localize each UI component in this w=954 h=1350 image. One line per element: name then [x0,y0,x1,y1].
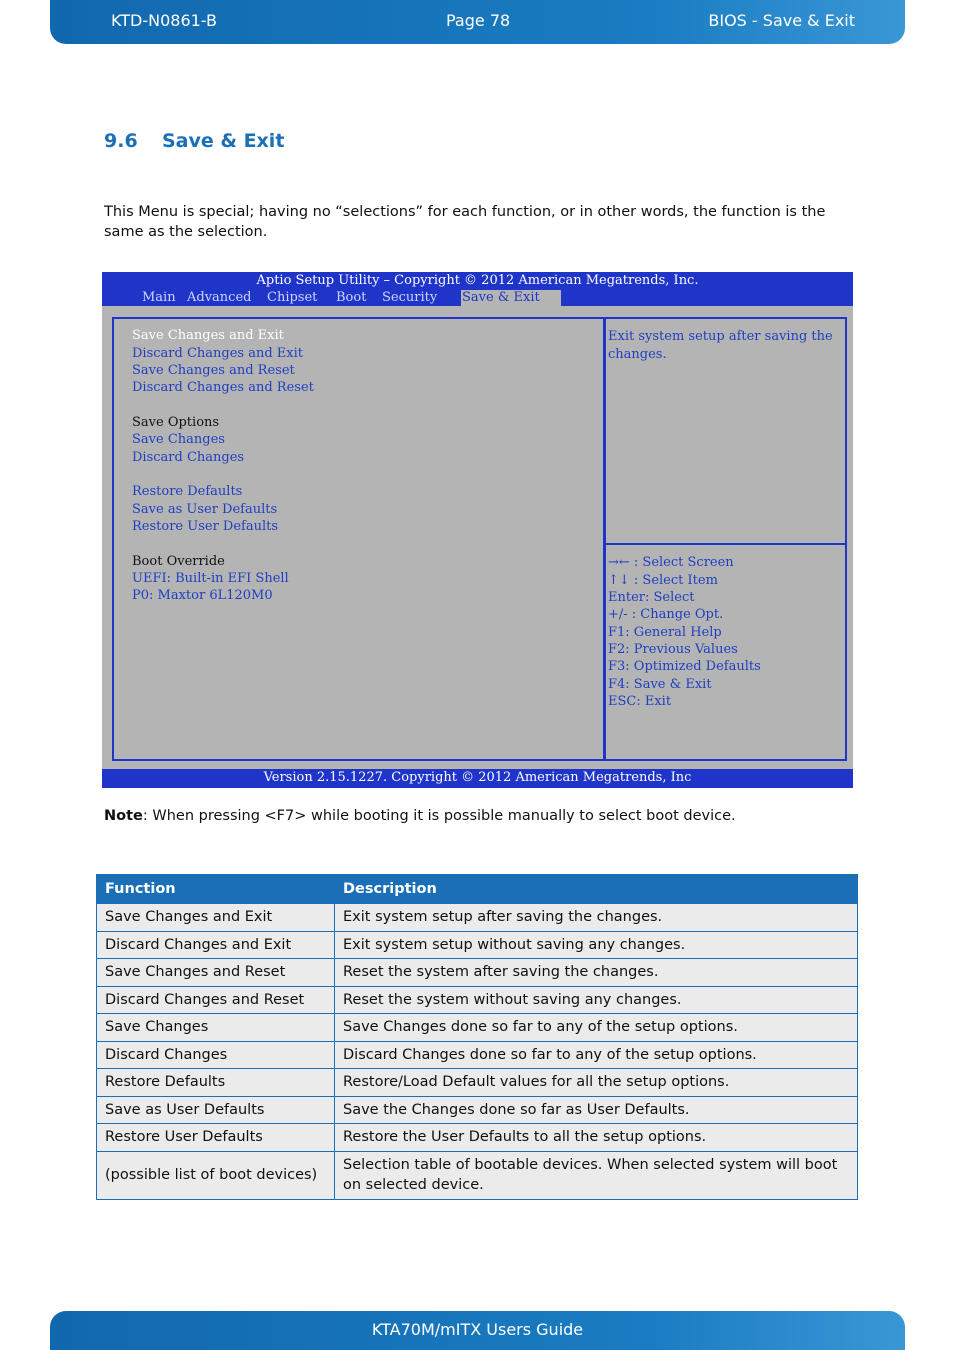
table-header-description: Description [335,875,858,904]
chapter-title: BIOS - Save & Exit [708,11,855,30]
table-header-function: Function [97,875,335,904]
function-table [96,874,858,1200]
bios-help-text: Exit system setup after saving the changes. [608,329,833,362]
table-row [97,1014,858,1042]
intro-paragraph: This Menu is special; having no “selections” for each function, or in other words, the function is the same as the selection. [104,204,826,240]
bios-item-save-changes[interactable]: Save Changes [132,432,225,447]
table-row [97,986,858,1014]
bios-help-panel [604,317,847,545]
table-cell-description: Restore the User Defaults to all the setup options. [335,1124,858,1152]
note-text: : When pressing <F7> while booting it is possible manually to select boot device. [142,808,736,824]
section-heading [104,130,284,152]
table-cell-description: Save Changes done so far to any of the setup options. [335,1014,858,1042]
bios-tab-boot[interactable]: Boot [336,290,367,305]
page-footer [50,1311,905,1350]
table-row [97,904,858,932]
bios-key-enter: Enter: Select [608,590,695,605]
table-row [97,1069,858,1097]
table-cell-function: Discard Changes [97,1041,335,1069]
bios-tab-chipset[interactable]: Chipset [267,290,318,305]
table-row [97,931,858,959]
bios-screenshot [102,272,853,788]
bios-key-select-screen: →← : Select Screen [608,555,734,570]
table-cell-description: Discard Changes done so far to any of the setup options. [335,1041,858,1069]
bios-item-discard-changes[interactable]: Discard Changes [132,450,245,465]
bios-tabs [102,290,853,306]
table-row [97,959,858,987]
table-cell-function: Restore Defaults [97,1069,335,1097]
bios-item-save-changes-and-exit[interactable]: Save Changes and Exit [132,328,284,343]
bios-item-discard-changes-and-reset[interactable]: Discard Changes and Reset [132,380,314,395]
bios-item-uefi-shell[interactable]: UEFI: Built-in EFI Shell [132,571,289,586]
bios-item-restore-defaults[interactable]: Restore Defaults [132,484,243,499]
bios-key-f3: F3: Optimized Defaults [608,659,761,674]
note-paragraph [104,808,736,824]
table-cell-function: Restore User Defaults [97,1124,335,1152]
table-cell-description: Exit system setup without saving any changes. [335,931,858,959]
table-cell-function: Save Changes and Reset [97,959,335,987]
bios-menu-panel [112,317,605,761]
note-label: Note [104,808,143,824]
table-row [97,1096,858,1124]
footer-title: KTA70M/mITX Users Guide [371,1320,584,1339]
section-number: 9.6 [104,130,138,152]
bios-item-save-user-defaults[interactable]: Save as User Defaults [132,502,278,517]
bios-tab-security[interactable]: Security [382,290,438,305]
table-row [97,1124,858,1152]
bios-tab-save-exit[interactable]: Save & Exit [461,290,561,306]
table-cell-description: Reset the system without saving any changes. [335,986,858,1014]
table-header-row [97,875,858,904]
bios-item-boot-device[interactable]: P0: Maxtor 6L120M0 [132,588,273,603]
bios-key-f4: F4: Save & Exit [608,677,712,692]
table-row [97,1151,858,1199]
page-header [50,0,905,44]
table-cell-description: Restore/Load Default values for all the setup options. [335,1069,858,1097]
bios-item-discard-changes-and-exit[interactable]: Discard Changes and Exit [132,346,303,361]
table-cell-function: Discard Changes and Exit [97,931,335,959]
bios-item-save-changes-and-reset[interactable]: Save Changes and Reset [132,363,295,378]
bios-key-f2: F2: Previous Values [608,642,738,657]
table-cell-function: (possible list of boot devices) [97,1151,335,1199]
bios-tab-advanced[interactable]: Advanced [187,290,252,305]
table-cell-description: Reset the system after saving the changes. [335,959,858,987]
table-cell-function: Save Changes [97,1014,335,1042]
section-title: Save & Exit [162,130,285,152]
bios-group-save-options: Save Options [132,415,220,430]
table-cell-description: Exit system setup after saving the changes. [335,904,858,932]
page-number: Page 78 [446,11,511,30]
table-cell-description: Save the Changes done so far as User Defaults. [335,1096,858,1124]
doc-id: KTD-N0861-B [111,11,217,30]
bios-key-esc: ESC: Exit [608,694,672,709]
bios-version-bar: Version 2.15.1227. Copyright © 2012 American Megatrends, Inc [102,769,853,788]
table-row [97,1041,858,1069]
bios-group-boot-override: Boot Override [132,554,225,569]
bios-keys-panel [604,543,847,761]
bios-title: Aptio Setup Utility – Copyright © 2012 American Megatrends, Inc. [256,273,699,288]
bios-key-change-opt: +/- : Change Opt. [608,607,724,622]
table-cell-function: Save Changes and Exit [97,904,335,932]
bios-item-restore-user-defaults[interactable]: Restore User Defaults [132,519,279,534]
table-cell-function: Save as User Defaults [97,1096,335,1124]
bios-key-select-item: ↑↓ : Select Item [608,573,718,588]
bios-top-bar [102,272,853,306]
bios-key-f1: F1: General Help [608,625,722,640]
table-cell-description: Selection table of bootable devices. When selected system will boot on selected device. [335,1151,858,1199]
bios-tab-main[interactable]: Main [142,290,176,305]
table-cell-function: Discard Changes and Reset [97,986,335,1014]
